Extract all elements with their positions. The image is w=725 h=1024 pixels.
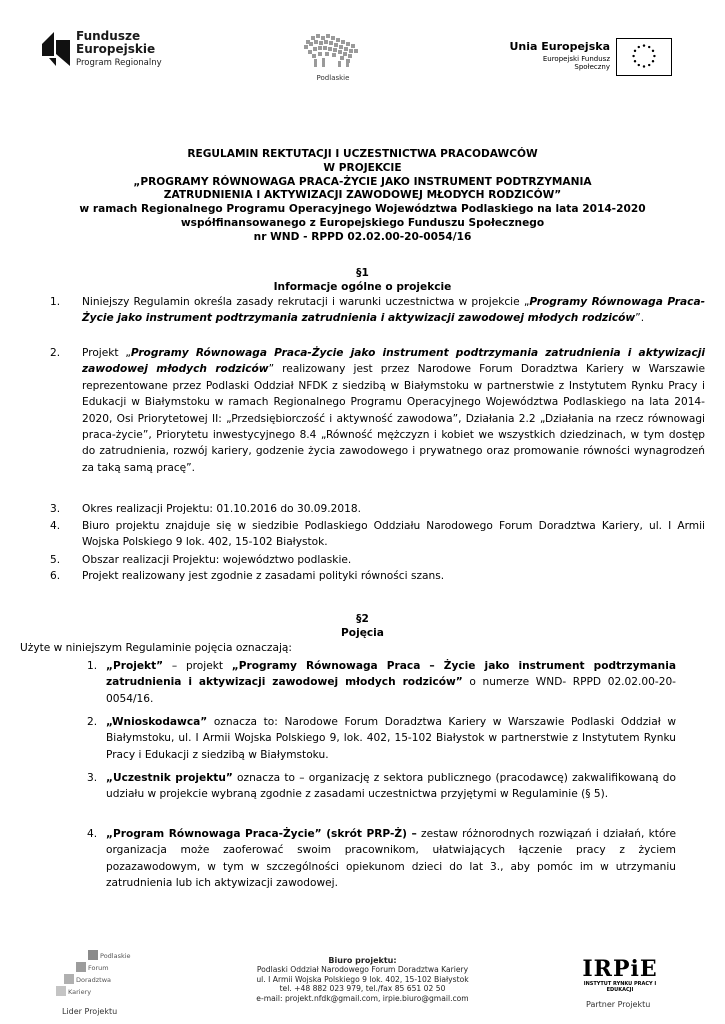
item-text: Niniejszy Regulamin określa zasady rekrutacji i warunki uczestnictwa w projekcie „ [82,296,530,308]
list-item [20,501,705,517]
list-item [20,294,705,327]
ue-logo-line2: Europejski Fundusz Społeczny [542,55,610,71]
item-text: Projekt „ [82,347,131,359]
section1-heading [20,266,705,294]
item-text: – projekt [163,660,232,672]
biuro-line: tel. +48 882 023 979, tel./fax 85 651 02 50 [279,984,446,994]
section2-intro: Użyte w niniejszym Regulaminie pojęcia oznaczają: [20,642,292,654]
fe-star-icon [40,30,72,68]
fundusze-europejskie-logo [40,30,190,76]
item-text: zestaw różnorodnych rozwiązań i działań, które organizacja może zaoferować swoim pracownikom, ułatwiających łączenie pracy z życiem pozazawodowym, w tym w szczególności opiekunom dzieci do lat 3., aby pomóc im w utrzymaniu zatrudnienia lub ich aktywizacji zawodowej. [106,828,676,890]
fe-logo-line3: Program Regionalny [76,58,162,68]
biuro-projektu [220,956,505,1003]
item-number: 3. [87,772,98,784]
irpie-logo: IRPiE [582,956,658,982]
partner-label: Partner Projektu [586,1000,651,1009]
item-number: 5. [50,554,61,566]
unia-europejska-logo [506,38,686,78]
project-name: „Programy Równowaga Praca – Życie jako instrument podtrzymania zatrudnienia i aktywizacji zawodowej młodych rodziców” [106,660,676,689]
page-header [0,0,725,90]
biuro-title: Biuro projektu: [328,956,397,965]
podlaskie-logo-label: Podlaskie [316,74,350,82]
page-footer [0,940,725,1024]
lider-logo-line3: Doradztwa [76,976,112,984]
list-item [20,770,705,803]
list-item [20,658,705,707]
lider-label: Lider Projektu [62,1007,118,1016]
project-name: Programy Równowaga Praca-Życie jako instrument podtrzymania zatrudnienia i aktywizacji zawodowej młodych rodziców [82,296,705,325]
title-line: W PROJEKCIE [323,161,402,174]
biuro-line: ul. I Armii Wojska Polskiego 9 lok. 402, 15-102 Białystok [256,974,469,984]
term: „Wnioskodawca” [106,716,208,728]
term: „Uczestnik projektu” [106,772,233,784]
project-name: Programy Równowaga Praca-Życie jako instrument podtrzymania zatrudnienia i aktywizacji zawodowej młodych rodziców [82,347,705,376]
item-number: 4. [50,520,61,532]
eu-flag-icon [616,38,672,76]
title-line: REGULAMIN REKTUTACJI I UCZESTNICTWA PRACODAWCÓW [187,148,538,160]
item-number: 1. [50,296,61,308]
partner-projektu-block [570,958,670,1022]
item-text: ” realizowany jest przez Narodowe Forum Doradztwa Kariery w Warszawie reprezentowane przez Podlaski Oddział NFDK z siedzibą w Białymstoku w partnerstwie z Instytutem Rynku Pracy i Edukacji w Białymstoku w ramach Regionalnego Programu Operacyjnego Województwa Podlaskiego na lata 2014-2020, Osi Priorytetowej II: „Przedsiębiorczość i aktywność zawodowa”, Działania 2.2 „Działania na rzecz równowagi praca-życie”, Priorytetu inwestycyjnego 8.4 „Równość mężczyzn i kobiet we wszystkich dziedzinach, w tym dostęp do zatrudnienia, rozwój kariery, godzenie życia zawodowego i prywatnego oraz promowanie równości wynagrodzeń za taką samą pracę”. [82,363,705,474]
item-number: 3. [50,503,61,515]
item-text: oznacza to: Narodowe Forum Doradztwa Kariery w Warszawie Podlaski Oddział w Białymstoku, ul. I Armii Wojska Polskiego 9, lok. 402, 15-102 Białystok w partnerstwie z Instytutem Rynku Pracy i Edukacji z siedzibą w Białymstoku. [106,716,676,761]
document-title [20,148,705,245]
item-text: o numerze WND- RPPD 02.02.00-20-0054/16. [106,676,677,705]
biuro-line: e-mail: projekt.nfdk@gmail.com, irpie.biuro@gmail.com [256,993,469,1003]
item-number: 2. [87,716,98,728]
title-line: „PROGRAMY RÓWNOWAGA PRACA-ŻYCIE JAKO INSTRUMENT PODTRZYMANIA [133,175,592,188]
section2-title: Pojęcia [341,627,384,639]
item-number: 4. [87,828,98,840]
list-item [20,552,705,568]
item-number: 1. [87,660,98,672]
title-line: współfinansowanego z Europejskiego Funduszu Społecznego [180,216,545,229]
term: „Program Równowaga Praca-Życie” (skrót PRP-Ż) – [106,828,417,840]
fe-logo-line2: Europejskie [76,42,156,56]
item-text: Obszar realizacji Projektu: województwo podlaskie. [82,554,352,566]
item-number: 6. [50,570,61,582]
lider-logo-line4: Kariery [68,988,92,996]
item-text: Okres realizacji Projektu: 01.10.2016 do 30.09.2018. [82,503,361,515]
podlaskie-forum-logo [56,950,131,1006]
list-item [20,568,705,584]
lider-logo-line2: Forum [88,964,109,972]
fe-logo-line1: Fundusze [76,29,141,43]
section2-symbol: §2 [356,613,369,625]
section2-heading [20,612,705,640]
bison-icon [300,32,366,72]
list-item [20,714,705,763]
title-line: ZATRUDNIENIA I AKTYWIZACJI ZAWODOWEJ MŁODYCH RODZICÓW” [163,189,562,202]
item-text: Projekt realizowany jest zgodnie z zasadami polityki równości szans. [82,570,445,582]
irpie-logo-subtitle: INSTYTUT RYNKU PRACY I EDUKACJI [583,981,657,993]
item-text: ”. [635,312,645,325]
list-item [20,345,705,476]
lider-logo-line1: Podlaskie [100,952,131,960]
biuro-line: Podlaski Oddział Narodowego Forum Doradztwa Kariery [256,965,469,975]
section1-symbol: §1 [356,267,369,279]
lider-projektu-block [50,950,140,1020]
item-number: 2. [50,347,61,359]
title-line: w ramach Regionalnego Programu Operacyjnego Województwa Podlaskiego na lata 2014-2020 [79,203,646,216]
list-item [20,518,705,551]
title-line: nr WND - RPPD 02.02.00-20-0054/16 [253,230,472,243]
term: „Projekt” [106,660,164,672]
ue-logo-line1: Unia Europejska [509,40,610,53]
podlaskie-logo [296,32,370,80]
list-item [20,826,705,892]
section1-title: Informacje ogólne o projekcie [273,281,452,293]
item-text: oznacza to – organizację z sektora publicznego (pracodawcę) zakwalifikowaną do udziału w projekcie wybraną zgodnie z zasadami uczestnictwa przyjętymi w Regulaminie (§ 5). [106,772,676,801]
item-text: Biuro projektu znajduje się w siedzibie Podlaskiego Oddziału Narodowego Forum Doradztwa Kariery, ul. I Armii Wojska Polskiego 9 lok. 402, 15-102 Białystok. [82,520,705,549]
